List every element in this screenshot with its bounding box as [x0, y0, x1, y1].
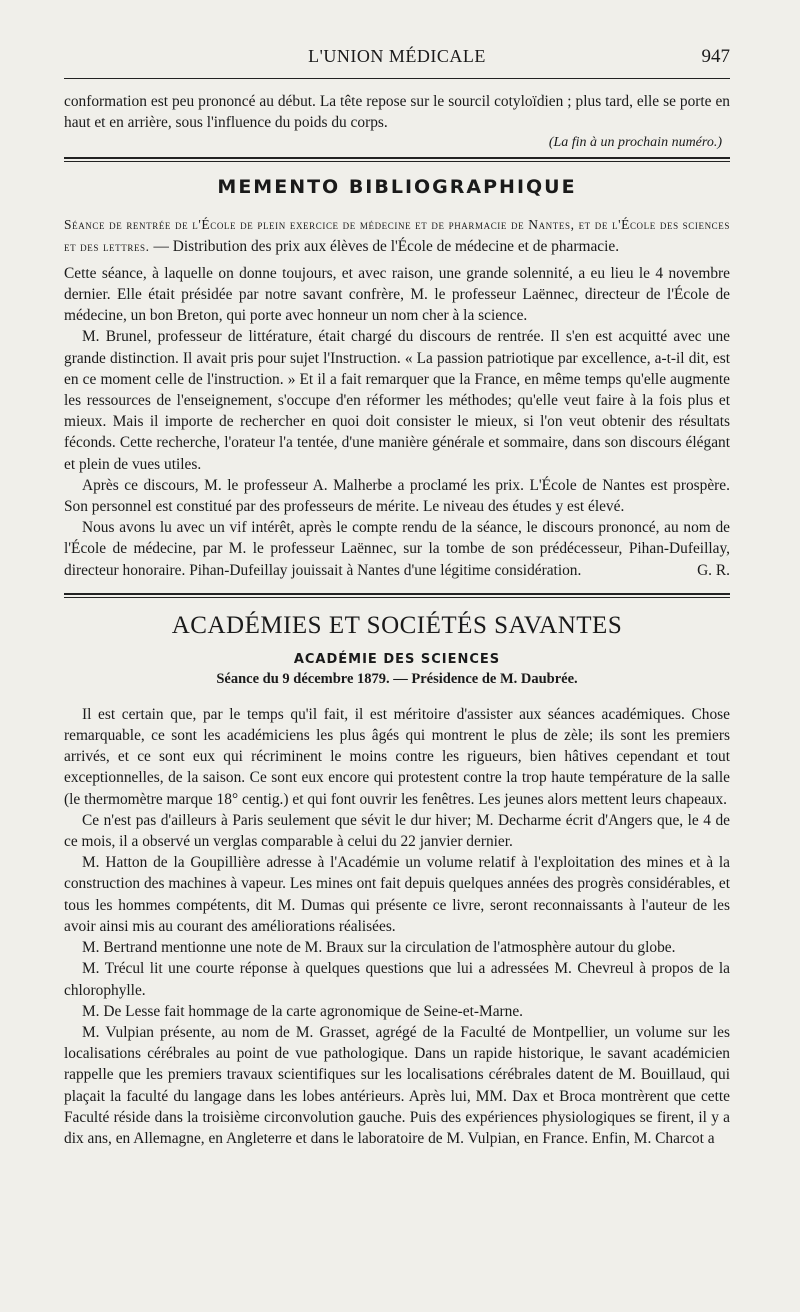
academies-section — [64, 704, 730, 1149]
memento-section — [64, 214, 730, 580]
memento-paragraph: M. Brunel, professeur de littérature, était chargé du discours de rentrée. Il s'en est acquitté avec une grande distinction. Il avait pris pour sujet l'Instruction. « La passion patriotique par excellence, a-t-il dit, est en ce moment celle de l'instruction. » Et il a fait remarquer que la France, en même temps qu'elle augmente les ressources de l'enseignement, s'occupe d'en réformer les méthodes; qu'elle veut faire à la fois plus et mieux. Mais il importe de rechercher en quoi doit consister le mieux, si l'on veut obtenir des résultats féconds. Cette recherche, l'orateur l'a tentée, d'une manière générale et sommaire, dans son discours élégant et plein de vues utiles. — [64, 328, 730, 473]
memento-heading: MEMENTO BIBLIOGRAPHIQUE — [217, 176, 577, 199]
article-continuation — [64, 91, 730, 153]
memento-signature: G. R. — [697, 561, 730, 579]
section-divider — [64, 593, 730, 598]
seance-line: Séance du 9 décembre 1879. — Présidence de M. Daubrée. — [216, 670, 578, 687]
page-number: 947 — [701, 46, 730, 67]
academie-paragraph: M. Vulpian présente, au nom de M. Grasset, agrégé de la Faculté de Montpellier, un volume sur les localisations cérébrales au point de vue pathologique. Dans un rapide historique, le savant académicien rappelle que les premiers travaux scientifiques sur les localisations cérébrales datent de M. Bouillaud, qui plaçait la faculté du langage dans les lobes antérieurs. Après lui, MM. Dax et Broca montrèrent que cette Faculté réside dans la troisième circonvolution gauche. Puis des expériences physiologiques se firent, il y a dix ans, en Allemagne, en Angleterre et dans le laboratoire de M. Vulpian, en France. Enfin, M. Charcot a — [64, 1023, 730, 1147]
continuation-paragraph: conformation est peu prononcé au début. La tête repose sur le sourcil cotyloïdien ; plus tard, elle se porte en haut et en arrière, sous l'influence du poids du corps. — [64, 93, 730, 132]
section-divider — [64, 157, 730, 162]
memento-lead — [64, 214, 730, 256]
academie-subheading: ACADÉMIE DES SCIENCES — [293, 651, 501, 667]
academie-paragraph: M. Bertrand mentionne une note de M. Braux sur la circulation de l'atmosphère autour du globe. — [82, 939, 676, 957]
memento-paragraph: Après ce discours, M. le professeur A. Malherbe a proclamé les prix. L'École de Nantes est prospère. Son personnel est constitué par des professeurs de mérite. Le niveau des études y est élevé. — [64, 476, 730, 516]
memento-paragraph: Cette séance, à laquelle on donne toujours, et avec raison, une grande solennité, a eu lieu le 4 novembre dernier. Elle était présidée par notre savant confrère, M. le professeur Laënnec, directeur de l'École de médecine, un bon Breton, qui porte avec honneur un nom cher à la science. — [64, 264, 730, 325]
academie-paragraph: M. De Lesse fait hommage de la carte agronomique de Seine-et-Marne. — [82, 1002, 524, 1020]
academie-paragraph: Il est certain que, par le temps qu'il fait, il est méritoire d'assister aux séances académiques. Chose remarquable, ce sont les académiciens les plus âgés qui montrent le plus de zèle; ils sont les premiers arrivés, et ce sont eux qui récriminent le moins contre les rigueurs, bien hâtives cependant et tout exceptionnelles, de la saison. Ce sont eux encore qui protestent contre la trop haute température de la salle (le thermomètre marque 18° centig.) et qui font ouvrir les fenêtres. Les jeunes alors mettent leurs chapeaux. — [64, 705, 730, 808]
header-rule — [64, 78, 730, 79]
running-header — [64, 40, 730, 78]
academie-paragraph: M. Hatton de la Goupillière adresse à l'Académie un volume relatif à l'exploitation des mines et à la construction des machines à vapeur. Les mines ont fait depuis quelques années des progrès considérables, et tous les hommes compétents, dit M. Dumas qui présente ce livre, seront reconnaissants à l'auteur de les avoir ainsi mis au courant des améliorations réalisées. — [64, 854, 730, 935]
academie-paragraph: Ce n'est pas d'ailleurs à Paris seulement que sévit le dur hiver; M. Decharme écrit d'Angers que, le 4 de ce mois, il a observé un verglas comparable à celui du 22 janvier dernier. — [64, 811, 730, 851]
academie-paragraph: M. Trécul lit une courte réponse à quelques questions que lui a adressées M. Chevreul à propos de la chlorophylle. — [64, 960, 730, 999]
journal-title: L'UNION MÉDICALE — [308, 46, 486, 66]
memento-paragraph — [64, 517, 730, 581]
memento-lead-caps: Séance de rentrée de l'École de plein exercice de médecine et de pharmacie de Nantes, et de l'École des sciences et des lettres. — [64, 217, 730, 254]
continuation-note: (La fin à un prochain numéro.) — [548, 135, 722, 151]
memento-paragraph-text: Nous avons lu avec un vif intérêt, après le compte rendu de la séance, le discours prononcé, au nom de l'École de médecine, par M. le professeur Laënnec, sur la tombe de son prédécesseur, Pihan-Dufeillay, directeur honoraire. Pihan-Dufeillay jouissait à Nantes d'une légitime considération. — [64, 519, 730, 579]
memento-lead-rest: — Distribution des prix aux élèves de l'École de médecine et de pharmacie. — [149, 237, 620, 255]
academies-heading: ACADÉMIES ET SOCIÉTÉS SAVANTES — [171, 611, 623, 639]
